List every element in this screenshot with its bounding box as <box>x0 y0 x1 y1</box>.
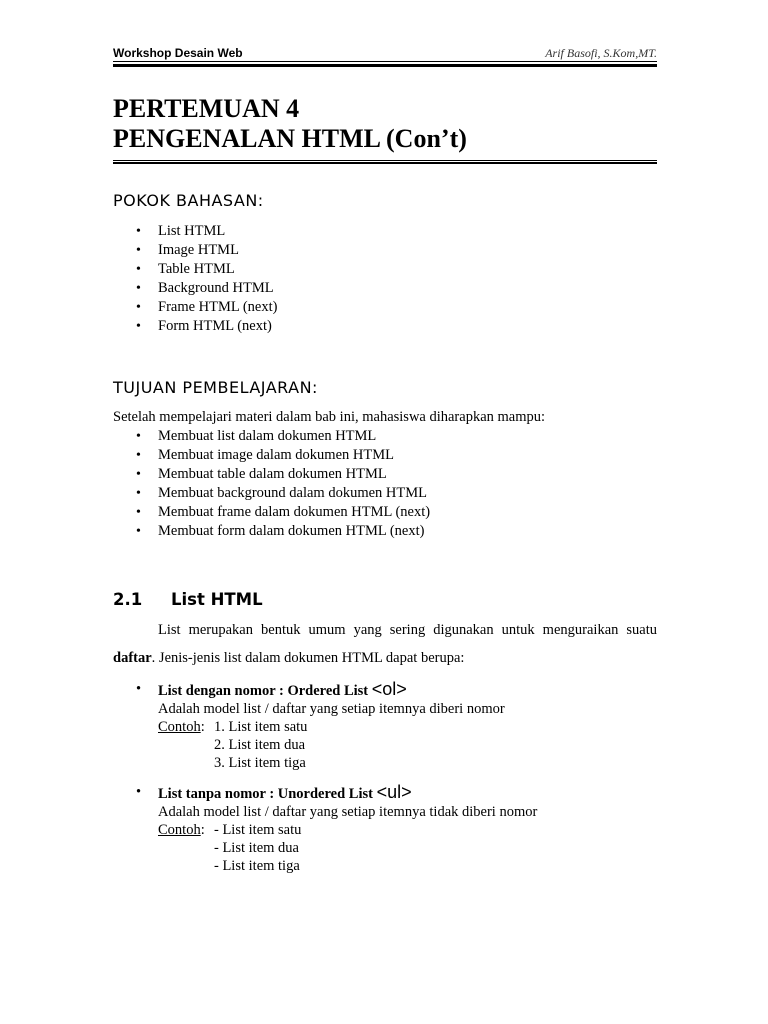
contoh-colon: : <box>200 822 205 838</box>
list-item: • Membuat frame dalam dokumen HTML (next) <box>136 503 430 522</box>
list-item: • List HTML <box>136 222 277 241</box>
list-item: • Membuat image dalam dokumen HTML <box>136 446 430 465</box>
list-item: • Frame HTML (next) <box>136 298 277 317</box>
unordered-tag: <ul> <box>376 782 412 802</box>
contoh-row <box>158 821 638 839</box>
contoh-label: Contoh <box>158 822 201 838</box>
title-line-1: PERTEMUAN 4 <box>113 94 300 123</box>
bullet-icon: • <box>136 784 142 800</box>
ordered-list-title <box>158 680 638 700</box>
ordered-tag: <ol> <box>371 679 407 699</box>
unordered-list-title <box>158 783 638 803</box>
list-item: • Membuat list dalam dokumen HTML <box>136 427 430 446</box>
example-item: - List item tiga <box>214 858 300 874</box>
example-item: 3. List item tiga <box>214 755 306 771</box>
header-author: Arif Basofi, S.Kom,MT. <box>545 46 657 60</box>
header-course-title: Workshop Desain Web <box>113 46 243 60</box>
example-item: - List item dua <box>214 840 299 856</box>
list-item: • Background HTML <box>136 279 277 298</box>
intro-rest: . Jenis-jenis list dalam dokumen HTML dapat berupa: <box>151 650 465 666</box>
section-intro-line-1: List merupakan bentuk umum yang sering digunakan untuk menguraikan suatu <box>158 622 657 638</box>
title-line-2: PENGENALAN HTML (Con’t) <box>113 124 467 153</box>
header-divider-thick <box>113 64 657 67</box>
bold-term: daftar <box>113 650 152 666</box>
title-divider-thick <box>113 162 657 164</box>
ordered-description: Adalah model list / daftar yang setiap itemnya diberi nomor <box>158 701 505 717</box>
pokok-bahasan-heading: POKOK BAHASAN: <box>113 191 264 210</box>
list-item: • Membuat background dalam dokumen HTML <box>136 484 430 503</box>
bullet-icon: • <box>136 681 142 697</box>
example-item: 1. List item satu <box>214 719 308 735</box>
list-item: • Image HTML <box>136 241 277 260</box>
unordered-description: Adalah model list / daftar yang setiap itemnya tidak diberi nomor <box>158 804 538 820</box>
example-item: 2. List item dua <box>214 737 306 753</box>
list-item: • Form HTML (next) <box>136 317 277 336</box>
section-intro-line-2 <box>113 650 464 667</box>
title-divider <box>113 160 657 161</box>
section-number: 2.1 <box>113 590 143 609</box>
section-title: List HTML <box>171 590 263 609</box>
example-item: - List item satu <box>214 822 302 838</box>
contoh-label: Contoh <box>158 719 201 735</box>
unordered-title-text: List tanpa nomor : Unordered List <box>158 786 377 802</box>
ordered-title-text: List dengan nomor : Ordered List <box>158 683 372 699</box>
page-title <box>113 94 657 154</box>
page-header <box>113 46 657 62</box>
section-heading <box>113 590 263 609</box>
contoh-row <box>158 736 638 754</box>
list-item: • Membuat table dalam dokumen HTML <box>136 465 430 484</box>
contoh-row <box>158 839 638 857</box>
header-divider <box>113 61 657 62</box>
list-item: • Table HTML <box>136 260 277 279</box>
contoh-row <box>158 857 638 875</box>
tujuan-intro: Setelah mempelajari materi dalam bab ini, mahasiswa diharapkan mampu: <box>113 409 546 425</box>
tujuan-heading: TUJUAN PEMBELAJARAN: <box>113 378 318 397</box>
contoh-row <box>158 754 638 772</box>
contoh-colon: : <box>200 719 205 735</box>
list-item: • Membuat form dalam dokumen HTML (next) <box>136 522 430 541</box>
tujuan-list <box>136 427 430 541</box>
contoh-row <box>158 718 638 736</box>
pokok-bahasan-list <box>136 222 277 336</box>
